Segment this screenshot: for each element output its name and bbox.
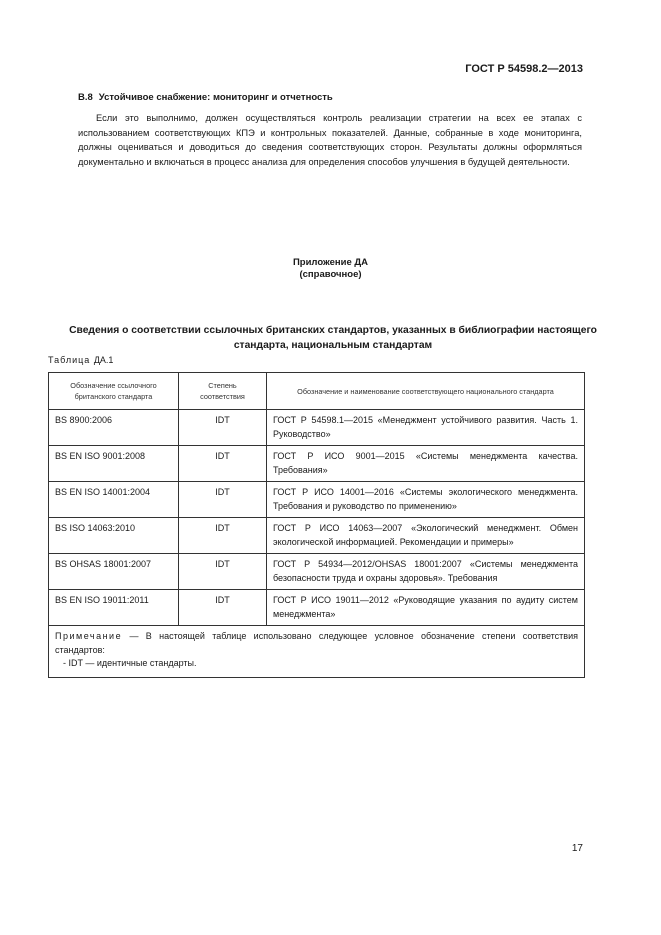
cell-degree: IDT xyxy=(179,446,267,482)
table-row xyxy=(49,482,585,518)
section-heading xyxy=(78,92,333,103)
cell-national: ГОСТ Р ИСО 14001—2016 «Системы экологического менеджмента. Требования и руководство по применению» xyxy=(267,482,585,518)
cell-degree: IDT xyxy=(179,590,267,626)
note-text: — В настоящей таблице использовано следующее условное обозначение степени соответствия стандартов: xyxy=(55,631,578,655)
table-note xyxy=(49,626,585,678)
cell-standard: BS EN ISO 14001:2004 xyxy=(49,482,179,518)
table-note-row xyxy=(49,626,585,678)
cell-degree: IDT xyxy=(179,482,267,518)
cell-national: ГОСТ Р ИСО 19011—2012 «Руководящие указания по аудиту систем менеджмента» xyxy=(267,590,585,626)
cell-national: ГОСТ Р ИСО 14063—2007 «Экологический менеджмент. Обмен экологической информацией. Рекомендации и примеры» xyxy=(267,518,585,554)
note-item: - IDT — идентичные стандарты. xyxy=(63,658,197,668)
note-label: Примечание xyxy=(55,631,123,641)
header-degree: Степень соответствия xyxy=(179,373,267,410)
table-row xyxy=(49,554,585,590)
table-row xyxy=(49,590,585,626)
table-caption-label: Таблица xyxy=(48,355,91,365)
table-caption-number: ДА.1 xyxy=(93,355,114,365)
header-national: Обозначение и наименование соответствующего национального стандарта xyxy=(267,373,585,410)
cell-degree: IDT xyxy=(179,410,267,446)
section-title: Устойчивое снабжение: мониторинг и отчетность xyxy=(98,92,333,103)
note-text-line xyxy=(55,630,578,657)
annex-main-title: Сведения о соответствии ссылочных британских стандартов, указанных в библиографии настоящего стандарта, национальным стандартам xyxy=(69,325,597,351)
standards-table xyxy=(48,372,585,678)
table-row xyxy=(49,446,585,482)
table-row xyxy=(49,518,585,554)
cell-standard: BS 8900:2006 xyxy=(49,410,179,446)
section-number: В.8 xyxy=(78,92,93,103)
section-paragraph: Если это выполнимо, должен осуществляться контроль реализации стратегии на всех ее этапах с использованием соответствующих КПЭ и контрольных показателей. Данные, собранные в ходе мониторинга, должны оцениваться и доводиться до сведения соответствующих сторон. Результаты должны оформляться документально и включаться в процесс анализа для определения способов улучшения в будущей деятельности. xyxy=(78,113,582,167)
page-number: 17 xyxy=(571,843,583,854)
cell-national: ГОСТ Р ИСО 9001—2015 «Системы менеджмента качества. Требования» xyxy=(267,446,585,482)
cell-degree: IDT xyxy=(179,518,267,554)
cell-national: ГОСТ Р 54598.1—2015 «Менеджмент устойчивого развития. Часть 1. Руководство» xyxy=(267,410,585,446)
cell-national: ГОСТ Р 54934—2012/OHSAS 18001:2007 «Системы менеджмента безопасности труда и охраны здоровья». Требования xyxy=(267,554,585,590)
cell-standard: BS EN ISO 19011:2011 xyxy=(49,590,179,626)
cell-standard: BS OHSAS 18001:2007 xyxy=(49,554,179,590)
annex-title xyxy=(0,257,661,281)
table-header-row xyxy=(49,373,585,410)
cell-degree: IDT xyxy=(179,554,267,590)
cell-standard: BS EN ISO 9001:2008 xyxy=(49,446,179,482)
cell-standard: BS ISO 14063:2010 xyxy=(49,518,179,554)
table-row xyxy=(49,410,585,446)
document-code: ГОСТ Р 54598.2—2013 xyxy=(465,63,583,75)
annex-name: Приложение ДА xyxy=(292,257,369,268)
table-caption xyxy=(48,355,113,365)
annex-subtitle: (справочное) xyxy=(299,269,362,280)
header-standard: Обозначение ссылочного британского стандарта xyxy=(49,373,179,410)
